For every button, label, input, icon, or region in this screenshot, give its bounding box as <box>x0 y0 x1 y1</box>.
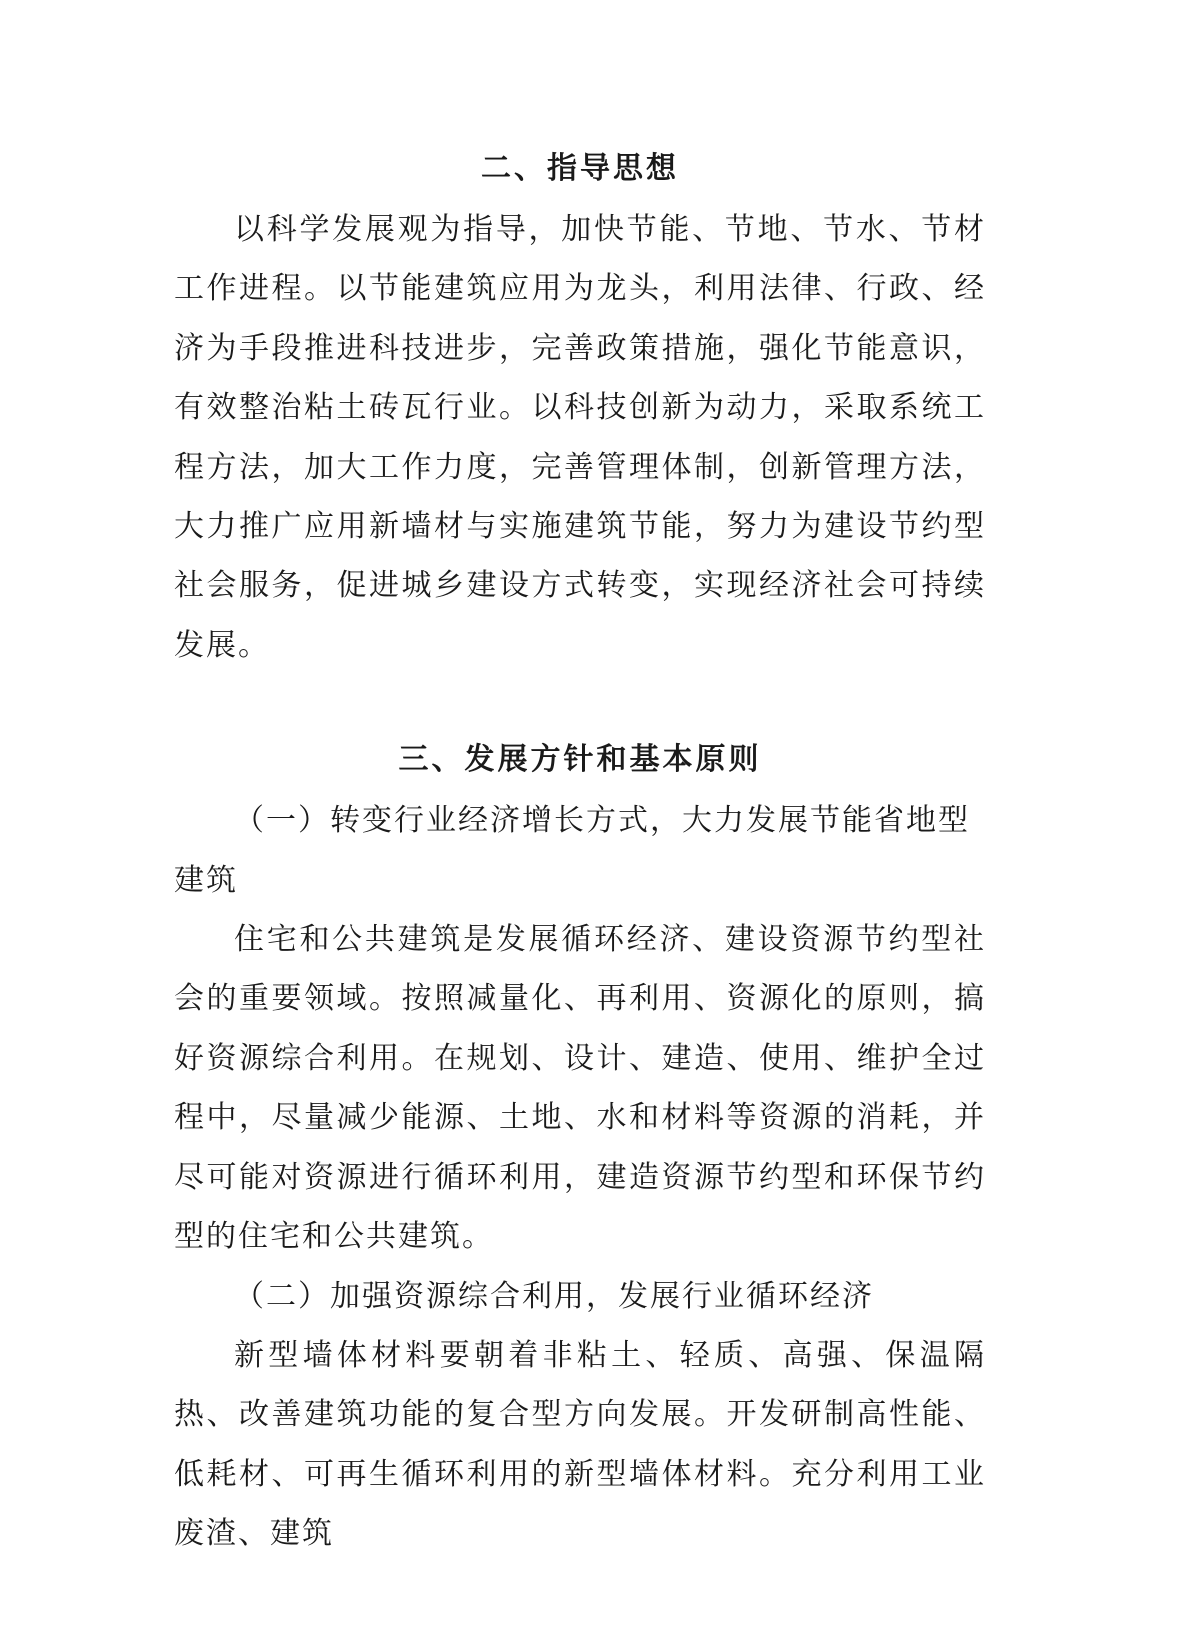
guiding-ideology-paragraph: 以科学发展观为指导，加快节能、节地、节水、节材工作进程。以节能建筑应用为龙头，利用法律、行政、经济为手段推进科技进步，完善政策措施，强化节能意识，有效整治粘土砖瓦行业。以科技创新为动力，采取系统工程方法，加大工作力度，完善管理体制，创新管理方法，大力推广应用新墙材与实施建筑节能，努力为建设节约型社会服务，促进城乡建设方式转变，实现经济社会可持续发展。 <box>174 212 986 663</box>
subsection-paragraph-1: 住宅和公共建筑是发展循环经济、建设资源节约型社会的重要领域。按照减量化、再利用、资源化的原则，搞好资源综合利用。在规划、设计、建造、使用、维护全过程中，尽量减少能源、土地、水和材料等资源的消耗，并尽可能对资源进行循环利用，建造资源节约型和环保节约型的住宅和公共建筑。 <box>174 922 986 1255</box>
subsection-title-2: （二）加强资源综合利用，发展行业循环经济 <box>234 1278 874 1314</box>
subsection-paragraph-2: 新型墙体材料要朝着非粘土、轻质、高强、保温隔热、改善建筑功能的复合型方向发展。开发研制高性能、低耗材、可再生循环利用的新型墙体材料。充分利用工业废渣、建筑 <box>174 1337 986 1552</box>
section-heading-guiding-ideology: 二、指导思想 <box>481 151 679 186</box>
document-page <box>174 140 986 1564</box>
subsection-title-1: （一）转变行业经济增长方式，大力发展节能省地型建筑 <box>174 803 970 898</box>
section-gap <box>174 675 986 731</box>
section-heading-principles: 三、发展方针和基本原则 <box>398 742 762 778</box>
